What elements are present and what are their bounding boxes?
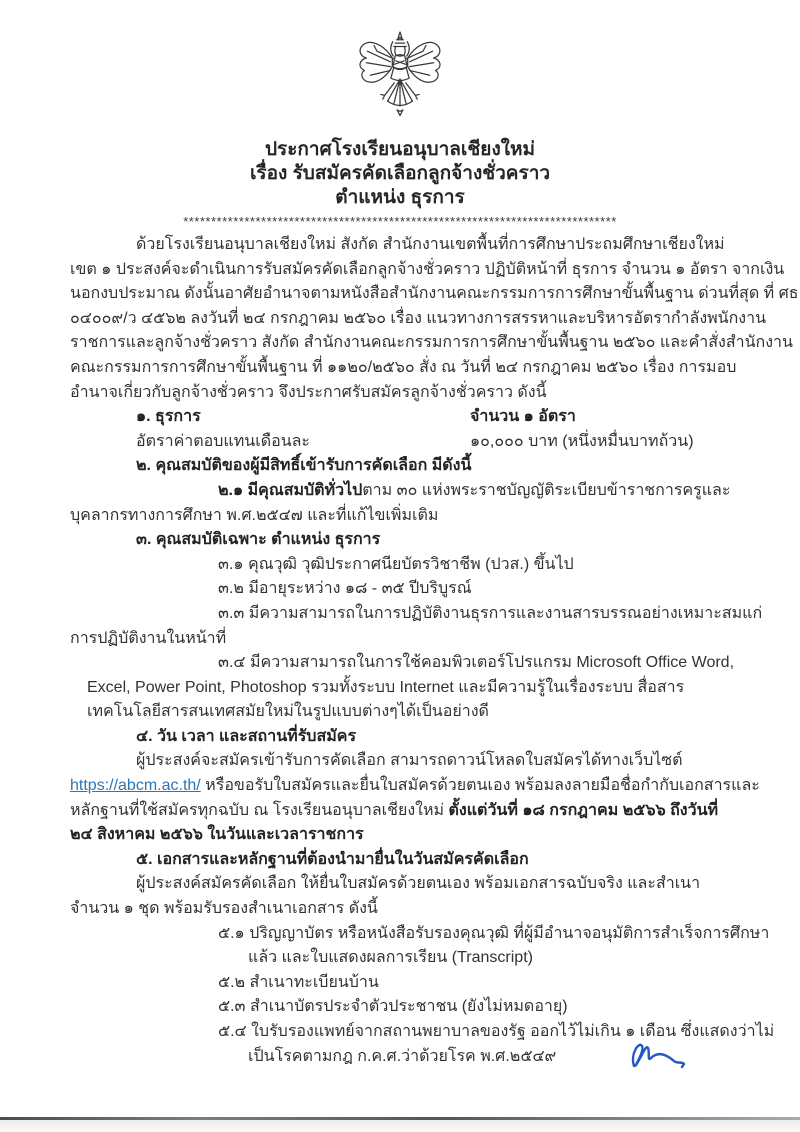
title-line-subject: เรื่อง รับสมัครคัดเลือกลูกจ้างชั่วคราว [249,163,551,184]
text-span: ๕.๒ สำเนาทะเบียนบ้าน [218,973,379,991]
signature-initials-mark [622,1032,694,1080]
text-span: Excel, Power Point, Photoshop รวมทั้งระบบ Internet และมีความรู้ในเรื่องระบบ สื่อสาร [87,678,685,696]
text-span: หรือขอรับใบสมัครและยื่นใบสมัครด้วยตนเอง พร้อมลงลายมือชื่อกำกับเอกสารและ [200,777,760,795]
text-span: อัตราค่าตอบแทนเดือนละ [136,432,311,450]
text-line [70,676,730,701]
text-span: อำนาจเกี่ยวกับลูกจ้างชั่วคราว จึงประกาศรับสมัครลูกจ้างชั่วคราว ดังนี้ [70,383,547,401]
asterisk-divider: ****************************************************************************** [183,214,617,229]
text-line [70,946,730,971]
text-span: แล้ว และใบแสดงผลการเรียน (Transcript) [248,949,533,967]
text-span: ๓.๔ มีความสามารถในการใช้คอมพิวเตอร์โปรแกรม Microsoft Office Word, [218,654,735,672]
text-span: เทคโนโลยีสารสนเทศสมัยใหม่ในรูปแบบต่างๆได้เป็นอย่างดี [87,703,489,721]
document-title-block [0,138,800,210]
text-span: ๕.๔ ใบรับรองแพทย์จากสถานพยาบาลของรัฐ ออกไว้ไม่เกิน ๑ เดือน ซึ่งแสดงว่าไม่ [218,1023,775,1040]
text-line [70,307,767,332]
text-span: ๔. วัน เวลา และสถานที่รับสมัคร [136,727,357,745]
text-span: ผู้ประสงค์จะสมัครเข้ารับการคัดเลือก สามารถดาวน์โหลดใบสมัครได้ทางเว็บไซต์ [136,752,683,770]
document-body [70,233,799,1069]
text-span: ๒. คุณสมบัติของผู้มีสิทธิ์เข้ารับการคัดเลือก มีดังนี้ [136,457,472,475]
text-line [70,774,760,799]
text-line [70,233,730,258]
text-span: นอกงบประมาณ ดังนั้นอาศัยอำนาจตามหนังสือสำนักงานคณะกรรมการการศึกษาขั้นพื้นฐาน ด่วนที่สุด ที่ ศธ [70,285,799,303]
text-line [70,381,730,406]
text-span: เป็นโรคตามกฎ ก.ค.ศ.ว่าด้วยโรค พ.ศ.๒๕๔๙ [248,1047,557,1065]
text-line [70,823,730,848]
text-span: ตาม ๓๐ แห่งพระราชบัญญัติระเบียบข้าราชการครูและ [362,481,731,499]
text-line [70,356,737,381]
section-3-heading [70,528,730,553]
application-url-link[interactable]: https://abcm.ac.th/ [70,777,201,795]
text-span: ๑๐,๐๐๐ บาท (หนึ่งหมื่นบาทถ้วน) [470,432,694,450]
title-line-position: ตำแหน่ง ธุรการ [335,187,465,208]
text-span: ๕.๑ ปริญญาบัตร หรือหนังสือรับรองคุณวุฒิ ที่ผู้มีอำนาจอนุมัติการสำเร็จการศึกษา [218,924,770,942]
text-line [70,872,730,897]
text-line [70,922,770,947]
text-span: จำนวน ๑ ชุด พร้อมรับรองสำเนาเอกสาร ดังนี้ [70,900,378,918]
garuda-emblem-icon [352,28,448,134]
text-line [70,651,735,676]
text-span: ด้วยโรงเรียนอนุบาลเชียงใหม่ สังกัด สำนักงานเขตพื้นที่การศึกษาประถมศึกษาเชียงใหม่ [136,236,725,253]
text-span: ๕.๓ สำเนาบัตรประจำตัวประชาชน (ยังไม่หมดอายุ) [218,998,568,1016]
text-span: ๐๔๐๐๙/ว ๔๕๖๒ ลงวันที่ ๒๔ กรกฎาคม ๒๕๖๐ เรื่อง แนวทางการสรรหาและบริหารอัตรากำลังพนักงาน [70,309,767,327]
text-span: ผู้ประสงค์สมัครคัดเลือก ให้ยื่นใบสมัครด้วยตนเอง พร้อมเอกสารฉบับจริง และสำเนา [136,875,701,893]
text-line [70,282,799,307]
text-span: ราชการและลูกจ้างชั่วคราว สังกัด สำนักงานคณะกรรมการการศึกษาขั้นพื้นฐาน ๒๕๖๐ และคำสั่งสำนักงาน [70,334,793,352]
scan-edge-strip [0,1120,800,1132]
text-line [70,331,793,356]
text-span: การปฏิบัติงานในหน้าที่ [70,629,227,647]
section-5-heading [70,848,730,873]
text-span: ๕. เอกสารและหลักฐานที่ต้องนำมายื่นในวันสมัครคัดเลือก [136,850,529,868]
text-span: ๓. คุณสมบัติเฉพาะ ตำแหน่ง ธุรการ [136,531,381,549]
text-span: ๑. ธุรการ [136,408,201,426]
text-span: บุคลากรทางการศึกษา พ.ศ.๒๕๔๗ และที่แก้ไขเพิ่มเติม [70,506,439,524]
text-line [70,971,730,996]
position-row [70,405,730,430]
text-line [70,479,730,504]
text-line [70,577,730,602]
text-line [70,602,763,627]
text-line [70,504,730,529]
text-span: ตั้งแต่วันที่ ๑๘ กรกฎาคม ๒๕๖๖ ถึงวันที่ [448,801,719,819]
text-span: ๓.๓ มีความสามารถในการปฏิบัติงานธุรการและงานสารบรรณอย่างเหมาะสมแก่ [218,604,763,622]
section-2-heading [70,454,730,479]
text-span: หลักฐานที่ใช้สมัครทุกฉบับ ณ โรงเรียนอนุบาลเชียงใหม่ [70,801,449,819]
section-4-heading [70,725,730,750]
text-span: จำนวน ๑ อัตรา [470,408,576,426]
text-span: ๓.๒ มีอายุระหว่าง ๑๘ - ๓๕ ปีบริบูรณ์ [218,580,472,598]
text-line [70,627,730,652]
salary-row [70,430,730,455]
title-line-school: ประกาศโรงเรียนอนุบาลเชียงใหม่ [264,139,536,160]
text-span: คณะกรรมการการศึกษาขั้นพื้นฐาน ที่ ๑๑๒๐/๒๕๖๐ สั่ง ณ วันที่ ๒๔ กรกฎาคม ๒๕๖๐ เรื่อง การมอบ [70,358,737,376]
text-span: ๒.๑ มีคุณสมบัติทั่วไป [218,481,363,499]
text-line [70,700,730,725]
text-span: ๓.๑ คุณวุฒิ วุฒิประกาศนียบัตรวิชาชีพ (ปวส.) ขึ้นไป [218,555,574,573]
text-line [70,749,730,774]
text-line [70,258,785,283]
text-line [70,897,730,922]
text-span: ๒๔ สิงหาคม ๒๕๖๖ ในวันและเวลาราชการ [70,826,364,844]
text-line [70,553,730,578]
text-line [70,799,730,824]
text-line [70,995,730,1020]
text-span: เขต ๑ ประสงค์จะดำเนินการรับสมัครคัดเลือกลูกจ้างชั่วคราว ปฏิบัติหน้าที่ ธุรการ จำนวน ๑ อัตรา จากเงิน [70,260,785,278]
